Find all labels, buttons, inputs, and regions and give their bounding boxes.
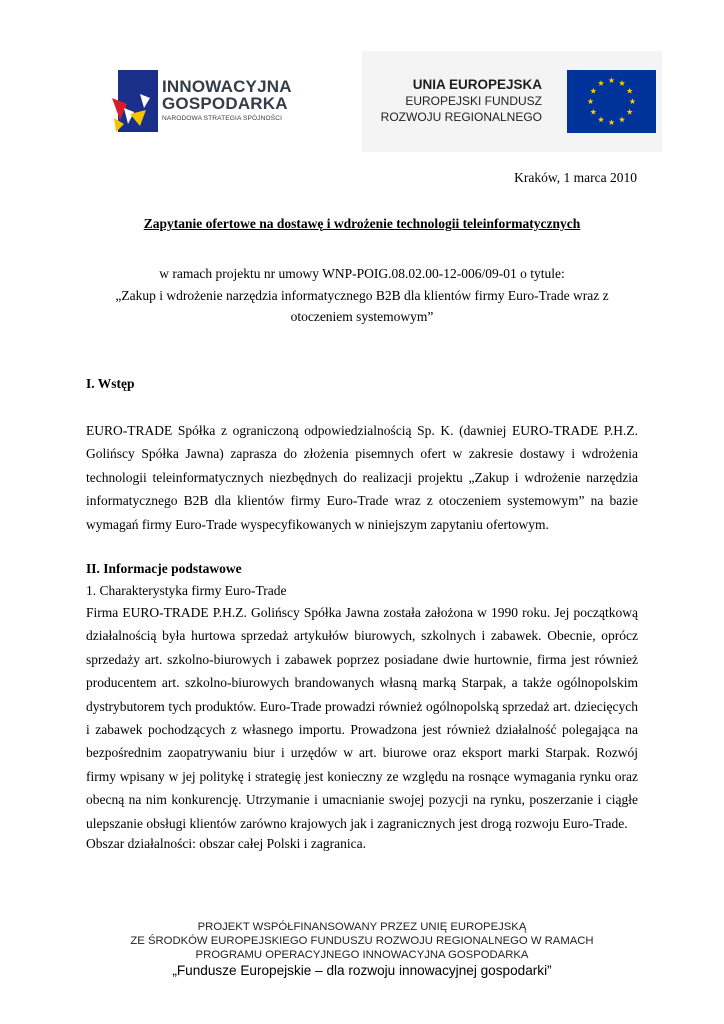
logo-left-line1: INNOWACYJNA [162,77,292,96]
eu-fund-logo [362,51,662,152]
context-line1: w ramach projektu nr umowy WNP-POIG.08.02.00-12-006/09-01 o tytule: [159,266,565,281]
context-line3: otoczeniem systemowym” [290,309,434,324]
page-footer [0,920,724,979]
section2-body [86,601,638,835]
logo-left-line2: GOSPODARKA [162,94,288,113]
section1-paragraph: EURO-TRADE Spółka z ograniczoną odpowiedzialnością Sp. K. (dawniej EURO-TRADE P.H.Z. Golińscy Spółka Jawna) zaprasza do złożenia pisemnych ofert w zakresie dostawy i wdrożenia technologii teleinformatycznych niezbędnych do realizacji projektu „Zakup i wdrożenie narzędzia informatycznego B2B dla klientów firmy Euro-Trade wraz z otoczeniem systemowym” na bazie wymagań firmy Euro-Trade wyspecyfikowanych w niniejszym zapytaniu ofertowym. [86,423,638,532]
footer-line2: ZE ŚRODKÓW EUROPEJSKIEGO FUNDUSZU ROZWOJU REGIONALNEGO W RAMACH [130,935,594,947]
section2-subheading: 1. Charakterystyka firmy Euro-Trade [86,583,287,598]
logo-right-line3: ROZWOJU REGIONALNEGO [380,110,542,124]
section2-paragraph: Firma EURO-TRADE P.H.Z. Golińscy Spółka Jawna została założona w 1990 roku. Jej początkową działalnością była hurtowa sprzedaż artykułów biurowych, szkolnych i zabawek. Obecnie, oprócz sprzedaży art. szkolno-biurowych i zabawek poprzez posiadane dwie hurtownie, firma jest również producentem art. szkolno-biurowych brandowanych własną marką Starpak, a także ogólnopolskim dystrybutorem tych produktów. Euro-Trade prowadzi również ogólnopolską sprzedaż art. dziecięcych i zabawek pochodzących z własnego importu. Prowadzona jest również działalność polegająca na bezpośrednim zaopatrywaniu biur i urzędów w art. biurowe oraz eksport marki Starpak. Rozwój firmy wpisany w jej politykę i strategię jest konieczny ze względu na rosnące wymagania rynku oraz obecną na nim konkurencję. Utrzymanie i umacnianie swojej pozycji na rynku, poszerzanie i ciągłe ulepszanie obsługi klientów zarówno krajowych jak i zagranicznych jest drogą rozwoju Euro-Trade. [86,605,638,831]
project-context [86,263,638,328]
section1-body [86,419,638,536]
eu-flag-icon [567,70,656,133]
logo-left-line3: NARODOWA STRATEGIA SPÓJNOŚCI [162,115,283,122]
section2-area: Obszar działalności: obszar całej Polski i zagranica. [86,836,367,851]
footer-line3: PROGRAMU OPERACYJNEGO INNOWACYJNA GOSPODARKA [195,949,529,961]
document-subject: Zapytanie ofertowe na dostawę i wdrożenie technologii teleinformatycznych [143,216,581,231]
context-line2: „Zakup i wdrożenie narzędzia informatycznego B2B dla klientów firmy Euro-Trade wraz z [115,287,609,303]
section1-heading: I. Wstęp [86,376,135,391]
logo-right-line1: UNIA EUROPEJSKA [412,77,542,92]
footer-line1: PROJEKT WSPÓŁFINANSOWANY PRZEZ UNIĘ EUROPEJSKĄ [197,921,527,933]
section2-heading: II. Informacje podstawowe [86,561,242,576]
document-date: Kraków, 1 marca 2010 [514,170,637,185]
logo-right-line2: EUROPEJSKI FUNDUSZ [405,94,542,108]
innowacyjna-gospodarka-emblem-icon [110,64,160,136]
innowacyjna-gospodarka-logo [110,64,310,136]
footer-slogan: „Fundusze Europejskie – dla rozwoju innowacyjnej gospodarki” [172,963,552,978]
